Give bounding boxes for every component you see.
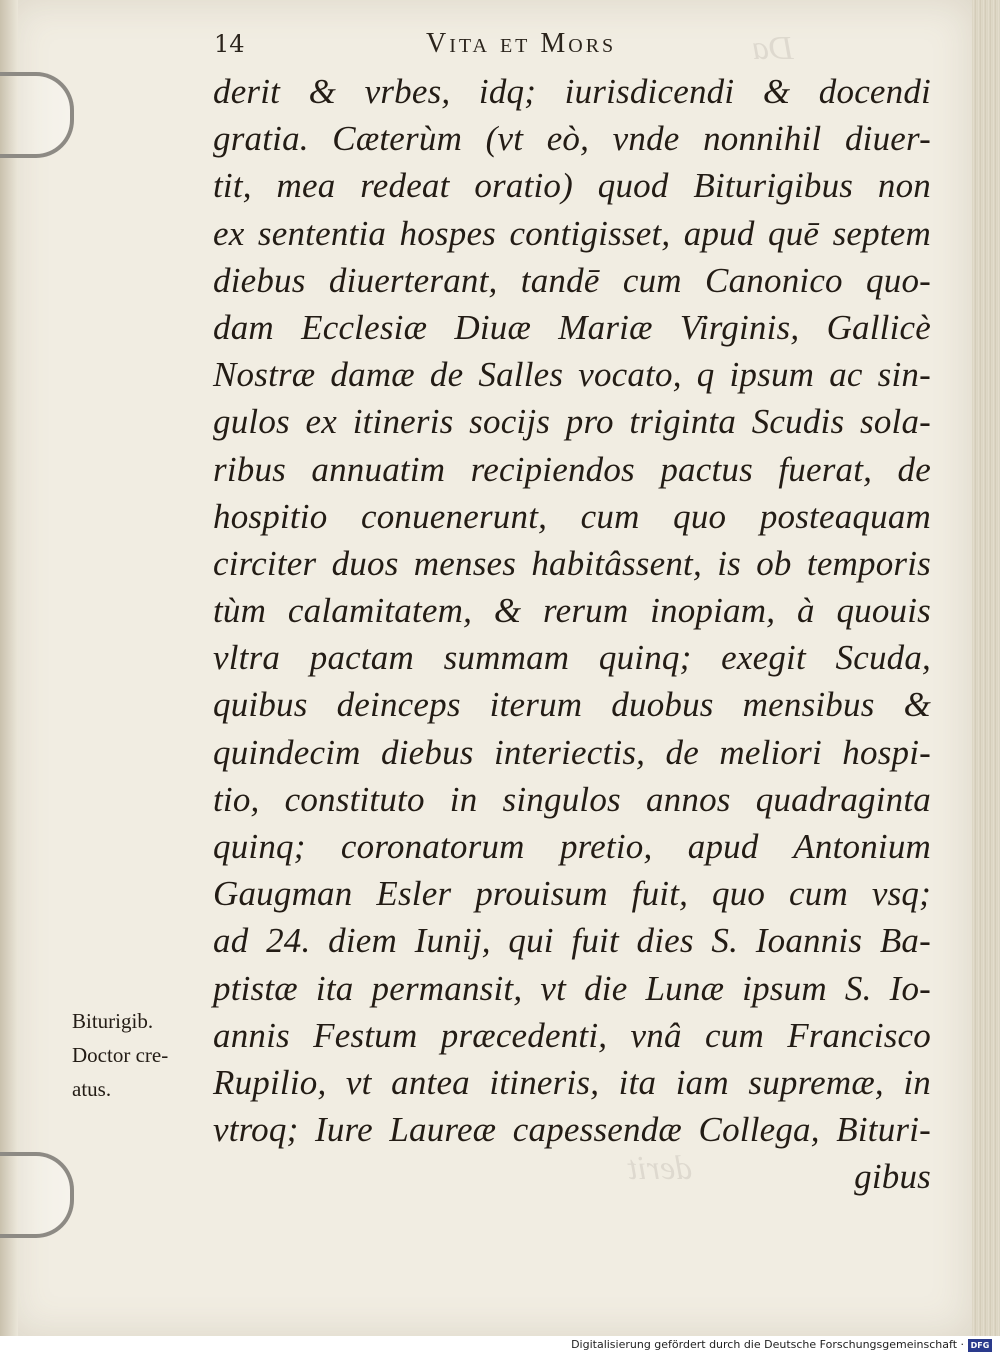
dfg-logo-icon: DFG [968,1339,992,1352]
text-line: derit & vrbes, idq; iurisdicendi & docendi [213,72,931,111]
marginal-note-line: Biturigib. [72,1009,154,1033]
marginal-note-line: atus. [72,1077,112,1101]
funding-credit: Digitalisierung gefördert durch die Deutsche Forschungsgemeinschaft · [571,1338,964,1351]
text-line: gulos ex itineris socijs pro triginta Scudis sola- [213,402,931,442]
text-line: ad 24. diem Iunij, qui fuit dies S. Ioannis Ba- [213,921,931,961]
text-line: gratia. Cæterùm (vt eò, vnde nonnihil diuer- [213,119,931,159]
body-text [213,68,931,1201]
text-line: quibus deinceps iterum duobus mensibus & [213,685,931,725]
text-line: vtroq; Iure Laureæ capessendæ Collega, Bituri- [213,1110,931,1150]
text-line: annis Festum præcedenti, vnâ cum Francisco [213,1015,931,1055]
text-line: ptistæ ita permansit, vt die Lunæ ipsum S. Io- [213,968,931,1008]
running-title: Vita et Mors [426,28,617,59]
page-edge [972,0,1000,1336]
text-line: Rupilio, vt antea itineris, ita iam supremæ, in [213,1062,931,1102]
bleed-through-bottom: derit [628,1150,693,1187]
text-line: hospitio conuenerunt, cum quo posteaquam [213,496,931,536]
binder-clip-bottom [0,1152,74,1238]
text-line: tio, constituto in singulos annos quadraginta [213,779,931,819]
spine-shadow [0,0,18,1336]
text-line: dam Ecclesiæ Diuæ Mariæ Virginis, Gallicè [213,307,931,347]
text-line: quindecim diebus interiectis, de meliori hospi- [213,732,931,772]
text-line: Gaugman Esler prouisum fuit, quo cum vsq; [213,874,931,914]
page-number: 14 [214,30,245,58]
footer-bar [0,1336,1000,1356]
marginal-note-line: Doctor cre- [72,1043,169,1067]
text-line: circiter duos menses habitâssent, is ob temporis [213,543,931,583]
marginal-note [72,1004,212,1106]
binder-clip-top [0,72,74,158]
bleed-through-top: Da [752,30,794,67]
text-line: diebus diuerterant, tandē cum Canonico quo- [213,260,931,300]
text-line: Nostræ damæ de Salles vocato, q ipsum ac sin- [213,355,931,395]
catchword: gibus [854,1157,931,1197]
text-line: tit, mea redeat oratio) quod Biturigibus non [213,166,931,206]
text-line: tùm calamitatem, & rerum inopiam, à quouis [213,591,931,631]
text-line: quinq; coronatorum pretio, apud Antonium [213,827,931,866]
text-line: vltra pactam summam quinq; exegit Scuda, [213,638,931,678]
text-line: ribus annuatim recipiendos pactus fuerat, de [213,449,931,489]
text-line: ex sententia hospes contigisset, apud quē septem [213,213,931,253]
